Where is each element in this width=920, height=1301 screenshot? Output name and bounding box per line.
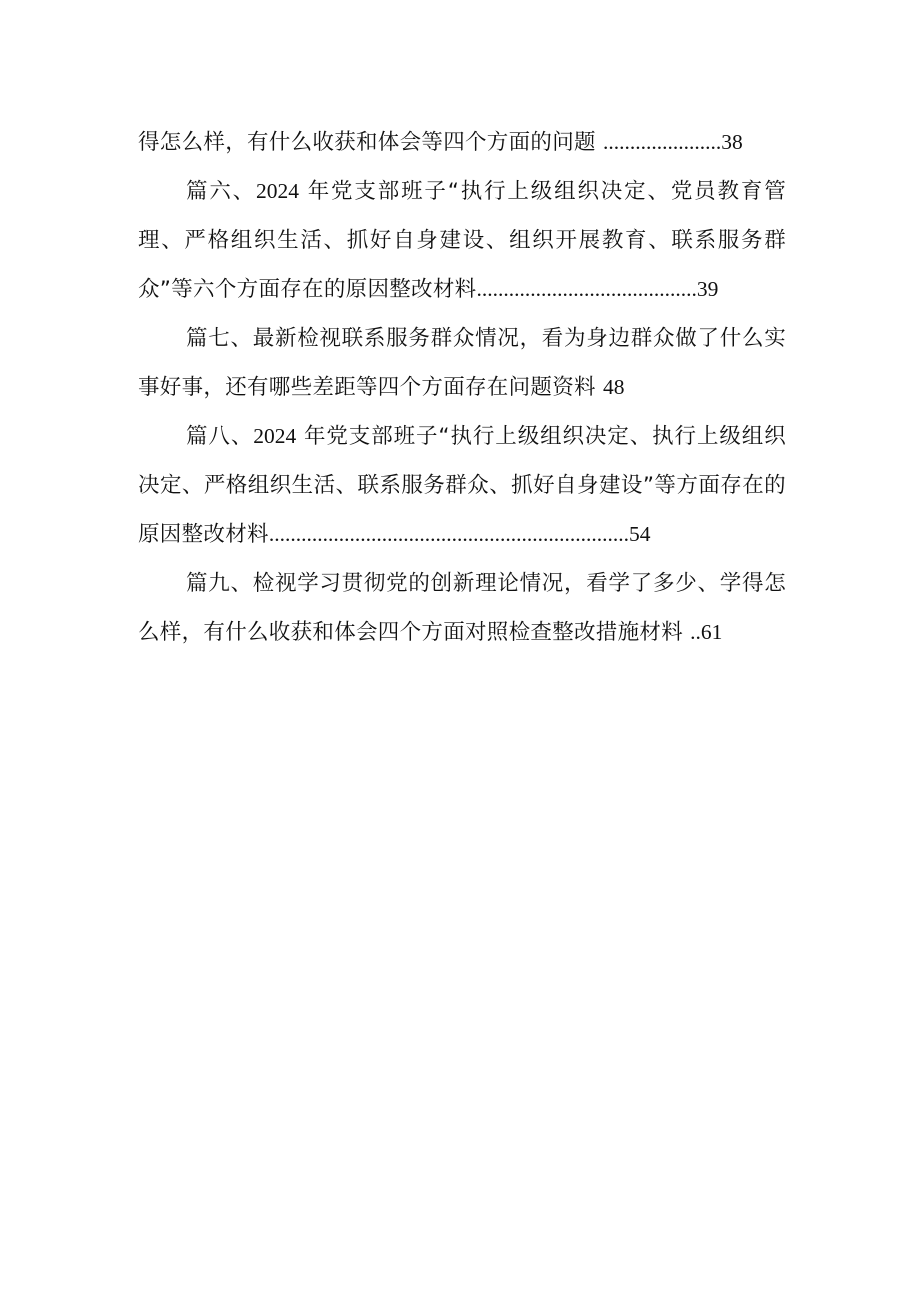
toc-page-number: 38 (721, 130, 743, 154)
toc-entry-text: 篇七、最新检视联系服务群众情况，看为身边群众做了什么实事好事，还有哪些差距等四个方面存在问题资料 (138, 326, 786, 400)
toc-page-number: 48 (602, 375, 625, 399)
toc-leader-dots: ................................................................... (268, 522, 629, 546)
toc-entry-text: 年党支部班子“执行上级组织决定、执行上级组织决定、严格组织生活、联系服务群众、抓好自身建设”等方面存在的原因整改材料 (138, 424, 786, 547)
toc-leader-dots: ......................................... (476, 277, 697, 301)
toc-page-number: 61 (700, 620, 723, 644)
toc-entry-part-9[interactable] (138, 559, 786, 657)
toc-entry-prefix: 篇八、 (186, 424, 254, 449)
toc-page-number: 39 (696, 277, 719, 301)
toc-entry-text: 篇九、检视学习贯彻党的创新理论情况，看学了多少、学得怎么样，有什么收获和体会四个方面对照检查整改措施材料 (138, 571, 786, 645)
toc-entry-text: 年党支部班子“执行上级组织决定、党员教育管理、严格组织生活、抓好自身建设、组织开展教育、联系服务群众”等六个方面存在的原因整改材料 (138, 179, 786, 302)
toc-page-number: 54 (628, 522, 651, 546)
toc-entry-year: 2024 (253, 424, 297, 448)
toc-entry-prefix: 篇六、 (186, 179, 257, 204)
toc-entry-part-6[interactable] (138, 167, 786, 314)
toc-leader-dots: .. (690, 620, 701, 644)
toc-entry-continued[interactable] (138, 118, 786, 167)
toc-leader-dots: ...................... (602, 130, 722, 154)
toc-entry-part-7[interactable] (138, 314, 786, 412)
toc-entry-text: 得怎么样，有什么收获和体会等四个方面的问题 (138, 130, 603, 155)
toc-entry-year: 2024 (256, 179, 300, 203)
table-of-contents (138, 118, 786, 657)
toc-entry-part-8[interactable] (138, 412, 786, 559)
